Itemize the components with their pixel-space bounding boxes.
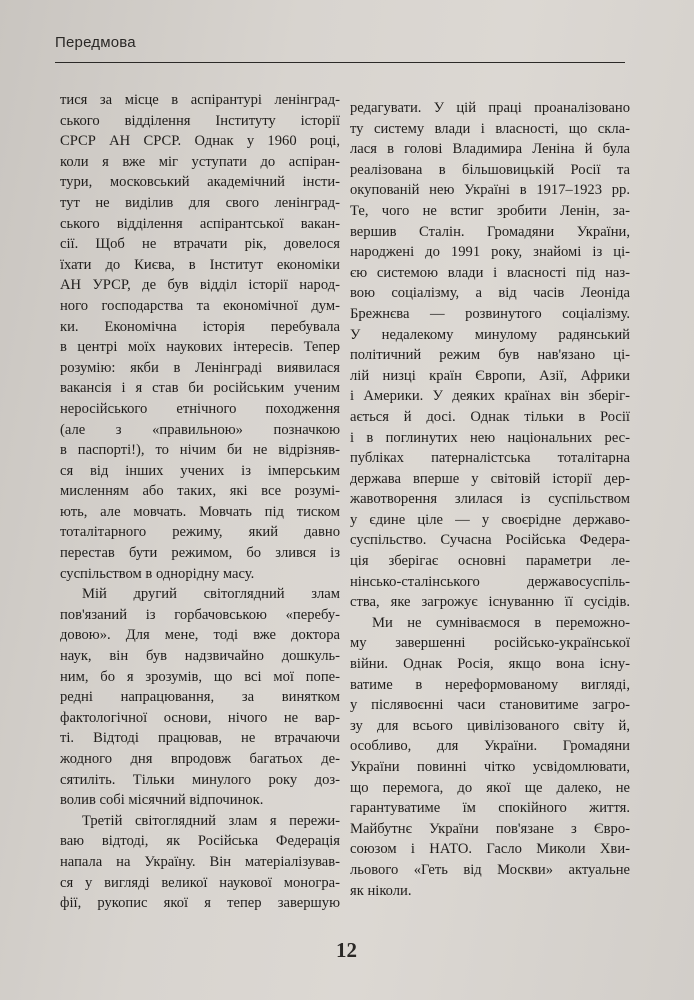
- text-line: СРСР АН СРСР. Однак у 1960 році,: [60, 133, 340, 150]
- text-line: у єдине ціле — у своєрідне державо-: [350, 511, 630, 528]
- text-line: реалізована в більшовицькій Росії та: [350, 161, 630, 178]
- text-line: народжені до 1991 року, знайомі із ці-: [350, 244, 630, 261]
- left-text-column: [60, 90, 340, 914]
- text-line: ки. Економічна історія перебувала: [60, 318, 340, 335]
- text-line: у післявоєнні часи становитиме загро-: [350, 697, 630, 714]
- text-line: ватиме в нереформованому вигляді,: [350, 676, 630, 693]
- text-line: нінсько-сталінського державосуспіль-: [350, 573, 630, 590]
- text-line: суспільство. Сучасна Російська Федера-: [350, 532, 630, 549]
- text-line: їхати до Києва, в Інститут економіки: [60, 256, 340, 273]
- text-line: союзом і НАТО. Гасло Миколи Хви-: [350, 841, 630, 858]
- text-line: ту систему влади і власності, що скла-: [350, 120, 630, 137]
- text-line: ського відділення аспірантської вакан-: [60, 215, 340, 232]
- text-line: лася в голові Владимира Леніна й була: [350, 141, 630, 158]
- text-line: Брежнєва — розвинутого соціалізму.: [350, 305, 630, 322]
- text-line: як ніколи.: [350, 882, 412, 899]
- text-line: в центрі моїх наукових інтересів. Тепер: [60, 339, 340, 356]
- text-line: лій низці країн Європи, Азії, Африки: [350, 367, 630, 384]
- text-line: му завершенні російсько-української: [350, 635, 630, 652]
- text-line: ті. Відтоді працював, не втрачаючи: [60, 730, 340, 747]
- text-line: Майбутнє України пов'язане з Євро-: [350, 820, 630, 837]
- text-line: перестав бути режимом, бо злився із: [60, 545, 340, 562]
- text-line: Те, чого не встиг зробити Ленін, за-: [350, 202, 630, 219]
- right-text-column: [350, 98, 630, 901]
- text-line: сії. Щоб не втрачати рік, довелося: [60, 236, 340, 253]
- text-line: льового «Геть від Москви» актуальне: [350, 861, 630, 878]
- text-line: ють, але мовчать. Мовчать під тиском: [60, 503, 340, 520]
- text-line: У недалекому минулому радянський: [350, 326, 630, 343]
- text-line: вою соціалізму, а від часів Леоніда: [350, 285, 630, 302]
- text-line: ним, бо я зрозумів, що всі мої попе-: [60, 668, 340, 685]
- text-line: особливо, для України. Громадяни: [350, 738, 630, 755]
- text-line: суспільством в однорідну масу.: [60, 565, 255, 582]
- text-line: редні напрацювання, за винятком: [60, 689, 340, 706]
- text-line: в паспорті!), то нічим би не відрізняв-: [60, 442, 340, 459]
- text-line: ається й досі. Однак тільки в Росії: [350, 408, 630, 425]
- text-line: тоталітарного режиму, який давно: [60, 524, 340, 541]
- text-line: ся від інших учених із імперським: [60, 462, 340, 479]
- text-line: коли я вже міг уступати до аспіран-: [60, 153, 340, 170]
- text-line: АН УРСР, де був відділ історії народ-: [60, 277, 340, 294]
- text-line: ваю відтоді, як Російська Федерація: [60, 833, 340, 850]
- text-line: ного господарства та економічної дум-: [60, 297, 340, 314]
- text-line: що перемога, до якої ще далеко, не: [350, 779, 630, 796]
- text-line: України повинні чітко усвідомлювати,: [350, 759, 630, 775]
- text-line: жодного дня впродовж багатьох де-: [60, 751, 340, 767]
- text-line: (але з «правильною» позначкою: [60, 421, 340, 438]
- running-header: Передмова: [55, 34, 136, 51]
- text-line: фактологічної основи, нічого не вар-: [60, 709, 340, 726]
- text-line: напала на Україну. Він матеріалізував-: [60, 853, 340, 870]
- text-line: публіках патерналістська тоталітарна: [350, 450, 630, 467]
- text-line: тися за місце в аспірантурі ленінград-: [60, 92, 340, 108]
- text-line: війни. Однак Росія, якщо вона існу-: [350, 656, 630, 673]
- text-line: окупованій нею Україні в 1917–1923 рр.: [350, 182, 630, 199]
- text-line: вершив Сталін. Громадяни України,: [350, 223, 630, 240]
- text-line: мисленням або таких, які все розумі-: [60, 483, 340, 500]
- text-line: Ми не сумніваємося в переможно-: [372, 614, 630, 631]
- text-line: гарантуватиме їм спокійного життя.: [350, 800, 630, 817]
- text-line: довою». Для мене, тоді вже доктора: [60, 627, 340, 644]
- text-line: тут не виділив для свого ленінград-: [60, 194, 340, 211]
- text-line: зу для всього цивілізованого світу й,: [350, 717, 630, 734]
- text-line: наук, він був надзвичайно дошкуль-: [60, 648, 340, 665]
- text-line: Мій другий світоглядний злам: [82, 586, 340, 603]
- text-line: і Америки. У деяких країнах він зберіг-: [350, 388, 630, 405]
- text-line: ства, яке загрожує існуванню її сусідів.: [350, 594, 630, 611]
- text-line: волив собі місячний відпочинок.: [60, 792, 264, 809]
- text-line: тури, московський академічний інсти-: [60, 174, 340, 191]
- text-line: вакансія і я став би російським ученим: [60, 380, 340, 397]
- text-line: жавотворення злилася із суспільством: [350, 491, 630, 508]
- text-line: Третій світоглядний злам я пережи-: [82, 812, 340, 829]
- text-line: єю системою влади і власності під наз-: [350, 264, 630, 281]
- text-line: ся у вигляді великої наукової моногра-: [60, 874, 340, 891]
- text-line: розумію: якби в Ленінграді виявилася: [60, 359, 340, 376]
- page-number: 12: [336, 938, 357, 962]
- text-line: ція зберігає основні параметри ле-: [350, 553, 630, 570]
- text-line: і в поглинутих нею національних рес-: [350, 429, 630, 446]
- header-rule: [55, 62, 625, 63]
- text-line: неросійського етнічного походження: [60, 400, 340, 417]
- text-line: редагувати. У цій праці проаналізовано: [350, 100, 630, 116]
- text-line: фії, рукопис якої я тепер завершую: [60, 895, 340, 912]
- text-line: сятиліть. Тільки минулого року доз-: [60, 771, 340, 788]
- text-line: політичний режим був нав'язано ці-: [350, 347, 630, 364]
- text-line: держава вперше у світовій історії дер-: [350, 470, 630, 487]
- text-line: пов'язаний із горбачовською «перебу-: [60, 606, 340, 623]
- text-line: ського відділення Інституту історії: [60, 112, 340, 129]
